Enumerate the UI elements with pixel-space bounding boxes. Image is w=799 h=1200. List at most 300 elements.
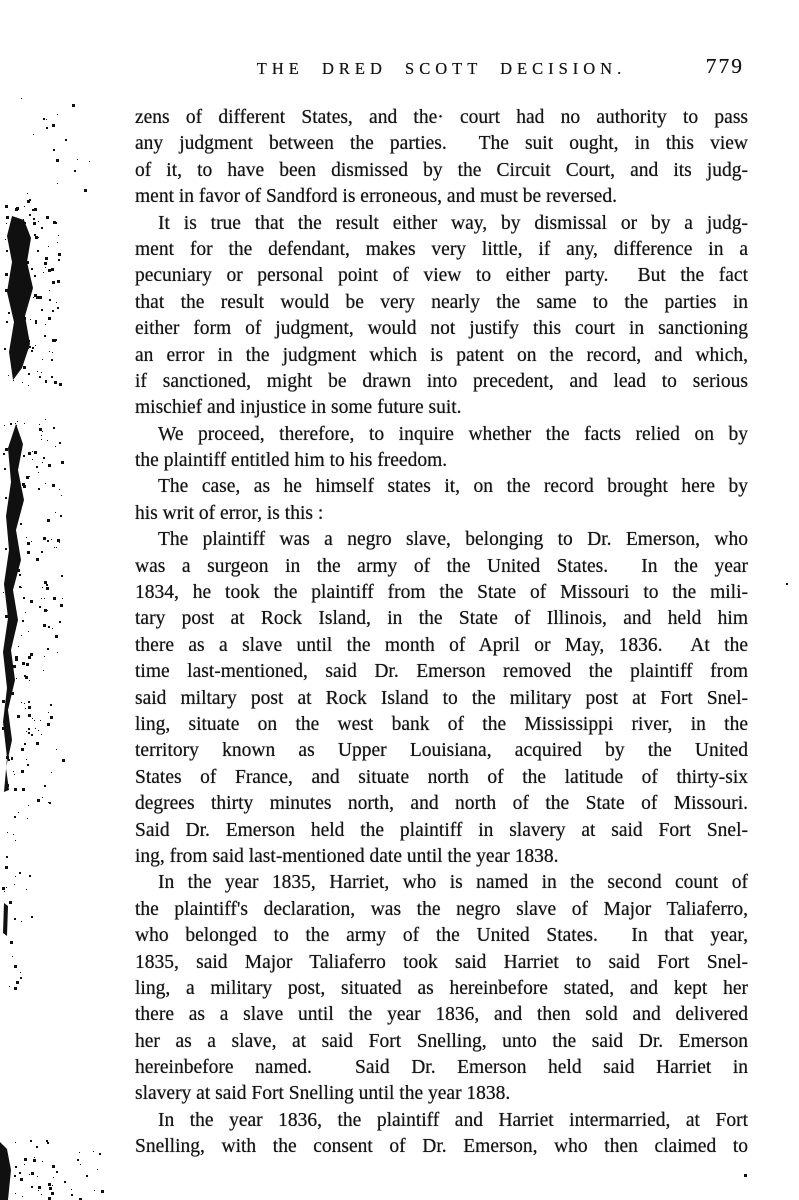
scan-artifact-speck (13, 834, 14, 835)
scan-artifact-speck (10, 941, 13, 944)
scan-artifact-speck (23, 335, 25, 337)
text-line: there as a slave until the month of April or May, 1836. At the (135, 634, 748, 656)
scan-artifact-speck (31, 1172, 34, 1175)
scan-artifact-speck (27, 764, 29, 766)
scan-artifact-speck (45, 267, 46, 268)
scan-artifact-speck (49, 290, 50, 291)
scan-artifact-speck (36, 1146, 38, 1148)
scan-artifact-speck (43, 118, 45, 120)
scan-artifact-speck (51, 268, 54, 271)
scan-artifact-speck (24, 222, 26, 224)
scan-artifact-speck (77, 1159, 79, 1161)
scan-artifact-speck (6, 856, 8, 858)
scan-artifact-speck (50, 704, 52, 706)
scan-artifact-speck (41, 435, 42, 436)
scan-artifact-speck (20, 276, 22, 278)
scan-artifact-speck (47, 519, 50, 522)
scan-artifact-speck (36, 558, 39, 561)
scan-artifact-speck (58, 253, 61, 256)
scan-artifact-speck (14, 965, 17, 968)
scan-artifact-speck (7, 601, 8, 602)
text-line: slavery at said Fort Snelling until the year 1838. (135, 1083, 511, 1105)
scan-artifact-speck (4, 425, 5, 426)
scan-artifact-speck (32, 347, 34, 349)
page-number: 779 (705, 54, 744, 78)
scan-artifact-speck (41, 734, 42, 735)
scan-artifact-speck (23, 257, 24, 258)
text-line: It is true that the result either way, by dismissal or by a judg- (158, 212, 748, 234)
paragraph (135, 1108, 748, 1161)
scan-artifact-speck (38, 1186, 41, 1189)
scan-artifact-speck (22, 382, 23, 383)
scan-artifact-speck (59, 442, 61, 444)
scan-artifact-speck (35, 236, 38, 239)
scan-artifact-speck (55, 635, 58, 638)
scan-artifact-speck (28, 732, 30, 734)
scan-artifact-speck (45, 324, 46, 325)
paragraph (135, 870, 748, 1108)
scan-artifact-speck (47, 1142, 49, 1144)
scan-artifact-speck (71, 1189, 72, 1190)
scan-artifact-speck (43, 272, 44, 273)
scan-artifact-speck (15, 1142, 16, 1143)
scan-artifact-speck (26, 537, 27, 538)
scan-artifact-speck (24, 675, 26, 677)
scan-artifact-speck (24, 254, 26, 256)
scan-artifact-speck (50, 716, 53, 719)
scan-artifact-speck (14, 294, 16, 296)
scan-artifact-speck (14, 987, 17, 990)
scan-artifact-speck (11, 692, 14, 695)
scan-artifact-speck (57, 539, 60, 542)
scan-artifact-speck (45, 380, 47, 382)
scan-artifact-speck (28, 373, 30, 375)
scan-artifact-speck (12, 225, 14, 227)
scan-artifact-speck (15, 423, 16, 424)
scan-artifact-speck (26, 759, 27, 760)
scan-artifact-speck (51, 1192, 54, 1195)
scan-artifact-speck (14, 816, 16, 818)
scan-artifact-speck (5, 722, 7, 724)
scan-artifact-speck (21, 225, 23, 227)
scan-artifact-speck (43, 624, 46, 627)
scan-artifact-speck (28, 714, 31, 717)
scan-artifact-speck (43, 457, 45, 459)
scan-artifact-speck (51, 772, 52, 773)
scan-artifact-speck (36, 742, 39, 745)
scan-artifact-speck (38, 1190, 39, 1191)
scan-artifact-speck (57, 242, 58, 243)
scan-artifact-speck (42, 462, 43, 463)
scan-artifact-dot (744, 1174, 747, 1177)
scan-artifact-speck (44, 785, 46, 787)
scan-artifact-speck (57, 183, 58, 184)
scan-artifact-speck (35, 322, 37, 324)
scan-artifact-speck (52, 310, 54, 312)
scan-artifact-speck (25, 245, 27, 247)
scan-artifact-speck (15, 658, 18, 661)
scan-artifact-speck (34, 275, 36, 277)
text-line: the plaintiff's declaration, was the negro slave of Major Taliaferro, (135, 898, 748, 920)
scan-artifact-speck (28, 340, 30, 342)
text-line: there as a slave until the year 1836, and then sold and delivered (135, 1004, 748, 1026)
scan-artifact-speck (20, 977, 22, 979)
scan-artifact-speck (19, 316, 22, 319)
scan-artifact-speck (33, 297, 34, 298)
scan-artifact-speck (31, 285, 32, 286)
scan-artifact-speck (14, 301, 17, 304)
scan-artifact-speck (35, 345, 36, 346)
scan-artifact-speck (55, 222, 57, 224)
scan-artifact-speck (58, 235, 59, 236)
text-line: ing, from said last-mentioned date until the year 1838. (135, 845, 559, 867)
scan-artifact-speck (5, 289, 8, 292)
scan-artifact-speck (101, 1190, 104, 1193)
scan-artifact-speck (57, 280, 60, 283)
scan-artifact-speck (34, 451, 37, 454)
scan-artifact-speck (6, 756, 9, 759)
scan-artifact-speck (4, 891, 5, 892)
scan-artifact-speck (21, 748, 24, 751)
scan-artifact-speck (6, 784, 9, 787)
text-line: We proceed, therefore, to inquire whether the facts relied on by (158, 423, 748, 445)
scan-artifact-speck (52, 1185, 53, 1186)
scan-artifact-speck (48, 246, 49, 247)
scan-artifact-speck (44, 335, 46, 337)
scan-artifact-speck (14, 623, 15, 624)
scan-artifact-speck (41, 309, 43, 311)
scan-artifact-speck (26, 889, 27, 890)
text-line: The case, as he himself states it, on the record brought here by (158, 476, 748, 498)
scan-artifact-speck (2, 887, 5, 890)
scan-artifact-speck (41, 551, 43, 553)
scan-artifact-speck (48, 626, 50, 628)
text-line: ling, situate on the west bank of the Mississippi river, in the (135, 713, 748, 735)
scan-artifact-speck (5, 239, 6, 240)
scan-artifact-speck (27, 200, 30, 203)
scan-artifact-speck (53, 1177, 54, 1178)
scan-artifact-speck (22, 788, 25, 791)
scan-artifact-speck (16, 425, 17, 426)
scan-artifact-speck (19, 872, 21, 874)
text-line: his writ of error, is this : (135, 502, 324, 524)
scan-artifact-speck (49, 1187, 52, 1190)
scan-artifact-speck (59, 542, 60, 543)
scan-artifact-speck (84, 189, 87, 192)
scan-artifact-speck (19, 586, 21, 588)
scan-artifact-speck (15, 656, 18, 659)
scan-artifact-speck (48, 269, 51, 272)
scan-artifact-speck (61, 495, 62, 496)
scan-artifact-speck (93, 1151, 94, 1152)
scan-artifact-speck (52, 1165, 55, 1168)
text-line: who belonged to the army of the United States. In that year, (135, 925, 748, 947)
scan-artifact-speck (14, 328, 17, 331)
scan-artifact-speck (19, 503, 21, 505)
scan-artifact-speck (21, 587, 22, 588)
scan-artifact-speck (36, 296, 39, 299)
scan-artifact-speck (49, 299, 51, 301)
scan-artifact-speck (34, 1157, 35, 1158)
scan-artifact-speck (13, 771, 14, 772)
scan-artifact-speck (55, 512, 56, 513)
text-line: zens of different States, and the· court had no authority to pass (135, 107, 748, 128)
text-line: 1835, said Major Taliaferro took said Harriet to said Fort Snel- (135, 951, 748, 973)
scan-artifact-speck (29, 476, 30, 477)
scan-artifact-speck (23, 219, 24, 220)
scan-artifact-speck (24, 333, 25, 334)
scan-artifact-speck (37, 250, 39, 252)
scan-artifact-speck (30, 654, 32, 656)
scan-artifact-speck (48, 712, 49, 713)
scan-artifact-speck (32, 718, 33, 719)
scan-artifact-speck (49, 802, 51, 804)
scan-artifact-speck (30, 1140, 32, 1142)
scan-artifact-speck (34, 234, 36, 236)
scan-artifact-speck (43, 537, 45, 539)
scan-artifact-speck (27, 551, 30, 554)
text-line: if sanctioned, might be drawn into precedent, and lead to serious (135, 370, 748, 392)
scan-artifact-speck (34, 208, 37, 211)
scan-artifact-speck (56, 1171, 58, 1173)
scan-artifact-speck (42, 797, 43, 798)
scan-artifact-speck (7, 682, 9, 684)
scan-artifact-speck (45, 257, 48, 260)
scan-artifact-speck (48, 464, 51, 467)
scan-artifact-speck (4, 468, 6, 470)
scan-artifact-speck (19, 239, 22, 242)
scan-artifact-speck (8, 375, 9, 376)
scan-artifact-speck (74, 170, 76, 172)
scan-artifact-speck (60, 515, 62, 517)
scan-artifact-speck (61, 461, 64, 464)
scan-artifact-speck (28, 348, 29, 349)
scan-artifact-speck (31, 350, 33, 352)
scan-artifact-speck (20, 1178, 23, 1181)
scan-artifact-speck (71, 1194, 73, 1196)
scan-artifact-speck (56, 159, 59, 162)
scan-artifact-speck (99, 1153, 101, 1155)
paragraph (135, 105, 748, 211)
scan-artifact-speck (9, 901, 12, 904)
scan-artifact-speck (7, 675, 8, 676)
scan-artifact-speck (25, 612, 26, 613)
scan-artifact-speck (16, 207, 19, 210)
scan-artifact-speck (21, 921, 22, 922)
scan-artifact-blob (7, 216, 33, 380)
scan-artifact-speck (46, 119, 47, 120)
scan-artifact-speck (55, 341, 56, 342)
body-text (135, 105, 748, 1161)
scan-artifact-speck (45, 419, 46, 420)
scan-artifact-speck (21, 98, 22, 99)
scan-artifact-speck (30, 319, 31, 320)
scan-artifact-streak (3, 424, 24, 792)
scan-artifact-speck (14, 788, 17, 791)
scan-artifact-speck (6, 887, 7, 888)
scan-artifact-speck (10, 423, 12, 425)
scan-artifact-speck (18, 271, 20, 273)
scan-artifact-speck (43, 537, 46, 540)
scan-artifact-speck (28, 385, 29, 386)
scan-artifact-speck (33, 222, 36, 225)
scan-artifact-speck (23, 344, 26, 347)
text-line: ment for the defendant, makes very little, if any, difference in a (135, 238, 748, 260)
scan-artifact-speck (29, 346, 31, 348)
scan-artifact-speck (24, 423, 25, 424)
text-line: any judgment between the parties. The suit ought, in this view (135, 133, 748, 155)
scan-artifact-speck (15, 439, 18, 442)
scan-artifact-speck (8, 759, 10, 761)
scan-artifact-speck (24, 261, 27, 264)
scan-artifact-speck (29, 289, 32, 292)
scan-artifact-speck (10, 597, 11, 598)
text-line: the plaintiff entitled him to his freedom. (135, 450, 448, 472)
scan-artifact-speck (39, 606, 41, 608)
scan-artifact-speck (21, 635, 22, 636)
scan-artifact-speck (33, 1159, 36, 1162)
scan-artifact-speck (14, 918, 16, 920)
scan-artifact-speck (42, 431, 43, 432)
scan-artifact-speck (7, 832, 8, 833)
scan-artifact-speck (6, 250, 8, 252)
scan-artifact-speck (11, 758, 13, 760)
scan-artifact-speck (37, 371, 38, 372)
scan-artifact-speck (41, 372, 42, 373)
scan-artifact-speck (51, 376, 53, 378)
scan-artifact-speck (24, 240, 25, 241)
scan-artifact-speck (33, 134, 34, 135)
scan-artifact-speck (14, 354, 15, 355)
scan-artifact-speck (3, 592, 4, 593)
scan-artifact-speck (29, 199, 31, 201)
scan-artifact-speck (22, 483, 25, 486)
text-line: that the result would be very nearly the same to the parties in (135, 291, 748, 313)
scan-artifact-speck (2, 727, 5, 730)
scan-artifact-speck (80, 1164, 81, 1165)
scan-artifact-speck (17, 487, 18, 488)
scan-artifact-speck (18, 315, 21, 318)
scan-artifact-speck (39, 376, 41, 378)
scan-artifact-speck (32, 451, 33, 452)
paragraph (135, 211, 748, 422)
scan-artifact-speck (2, 700, 5, 703)
scan-artifact-speck (37, 1176, 38, 1177)
scan-artifact-speck (39, 428, 42, 431)
scan-artifact-dot (786, 583, 788, 585)
scan-artifact-speck (15, 840, 16, 841)
scan-artifact-speck (12, 307, 15, 310)
scan-artifact-speck (55, 339, 57, 341)
scan-artifact-speck (13, 380, 14, 381)
scan-artifact-speck (29, 214, 31, 216)
scan-artifact-speck (89, 161, 90, 162)
text-line: an error in the judgment which is patent on the record, and which, (135, 344, 748, 366)
scan-artifact-speck (24, 703, 25, 704)
scan-artifact-speck (52, 281, 55, 284)
scan-artifact-speck (15, 260, 16, 261)
scan-artifact-speck (14, 774, 15, 775)
scan-artifact-speck (10, 569, 13, 572)
scan-artifact-speck (52, 124, 55, 127)
scan-artifact-speck (57, 307, 59, 309)
scan-artifact-speck (11, 757, 13, 759)
scan-artifact-speck (42, 359, 43, 360)
scan-artifact-speck (46, 216, 49, 219)
scan-artifact-speck (62, 759, 65, 762)
text-line: Snelling, with the consent of Dr. Emerson, who then claimed to (135, 1136, 748, 1158)
scan-artifact-speck (77, 159, 78, 160)
scan-artifact-speck (5, 273, 8, 276)
scan-artifact-speck (45, 483, 46, 484)
scan-artifact-speck (24, 743, 26, 745)
scan-artifact-speck (24, 206, 25, 207)
scan-artifact-speck (28, 805, 29, 806)
scan-artifact-speck (44, 262, 47, 265)
scan-artifact-speck (20, 246, 21, 247)
scan-artifact-speck (51, 359, 53, 361)
scan-artifact-speck (51, 539, 52, 540)
scan-artifact-speck (8, 606, 11, 609)
scan-artifact-speck (47, 610, 48, 611)
text-line: was a surgeon in the army of the United States. In the year (135, 555, 748, 577)
scan-artifact-speck (5, 205, 8, 208)
scan-artifact-speck (24, 1158, 27, 1161)
scan-artifact-speck (48, 802, 49, 803)
scan-artifact-speck (23, 272, 25, 274)
scan-artifact-speck (6, 321, 8, 323)
text-line: said miltary post at Rock Island to the military post at Fort Snel- (135, 687, 748, 709)
scan-artifact-speck (12, 956, 13, 957)
scan-artifact-speck (26, 280, 28, 282)
scan-artifact-speck (53, 221, 56, 224)
text-line: Said Dr. Emerson held the plaintiff in slavery at said Fort Snel- (135, 819, 748, 841)
scan-artifact-speck (5, 615, 8, 618)
scan-artifact-speck (44, 609, 47, 612)
scan-artifact-speck (27, 542, 30, 545)
text-line: either form of judgment, would not justify this court in sanctioning (135, 318, 748, 340)
scan-artifact-speck (29, 680, 30, 681)
scan-artifact-speck (64, 1181, 66, 1183)
scan-artifact-speck (26, 731, 27, 732)
scan-artifact-speck (52, 339, 55, 342)
scan-artifact-speck (20, 523, 22, 525)
scan-artifact-speck (35, 320, 37, 322)
scan-artifact-speck (41, 1194, 42, 1195)
scan-artifact-speck (79, 1152, 80, 1153)
scan-artifact-speck (34, 294, 37, 297)
scan-artifact-speck (54, 381, 57, 384)
text-line: ment in favor of Sandford is erroneous, and must be reversed. (135, 186, 617, 208)
scan-artifact-speck (17, 475, 18, 476)
scan-artifact-speck (94, 1190, 95, 1191)
scan-artifact-speck (16, 274, 18, 276)
scan-artifact-speck (24, 1164, 25, 1165)
scan-artifact-speck (30, 653, 33, 656)
scan-artifact-speck (39, 296, 42, 299)
scan-artifact-dash (3, 903, 8, 936)
scan-artifact-speck (59, 383, 62, 386)
scan-artifact-speck (52, 1193, 53, 1194)
scan-artifact-speck (17, 569, 20, 572)
scan-artifact-speck (26, 261, 29, 264)
scan-artifact-speck (52, 352, 53, 353)
page-title: THE DRED SCOTT DECISION. (256, 59, 627, 78)
scan-artifact-speck (36, 466, 38, 468)
scan-artifact-speck (27, 818, 28, 819)
scan-artifact-speck (47, 540, 49, 542)
scan-artifact-speck (97, 1169, 98, 1170)
